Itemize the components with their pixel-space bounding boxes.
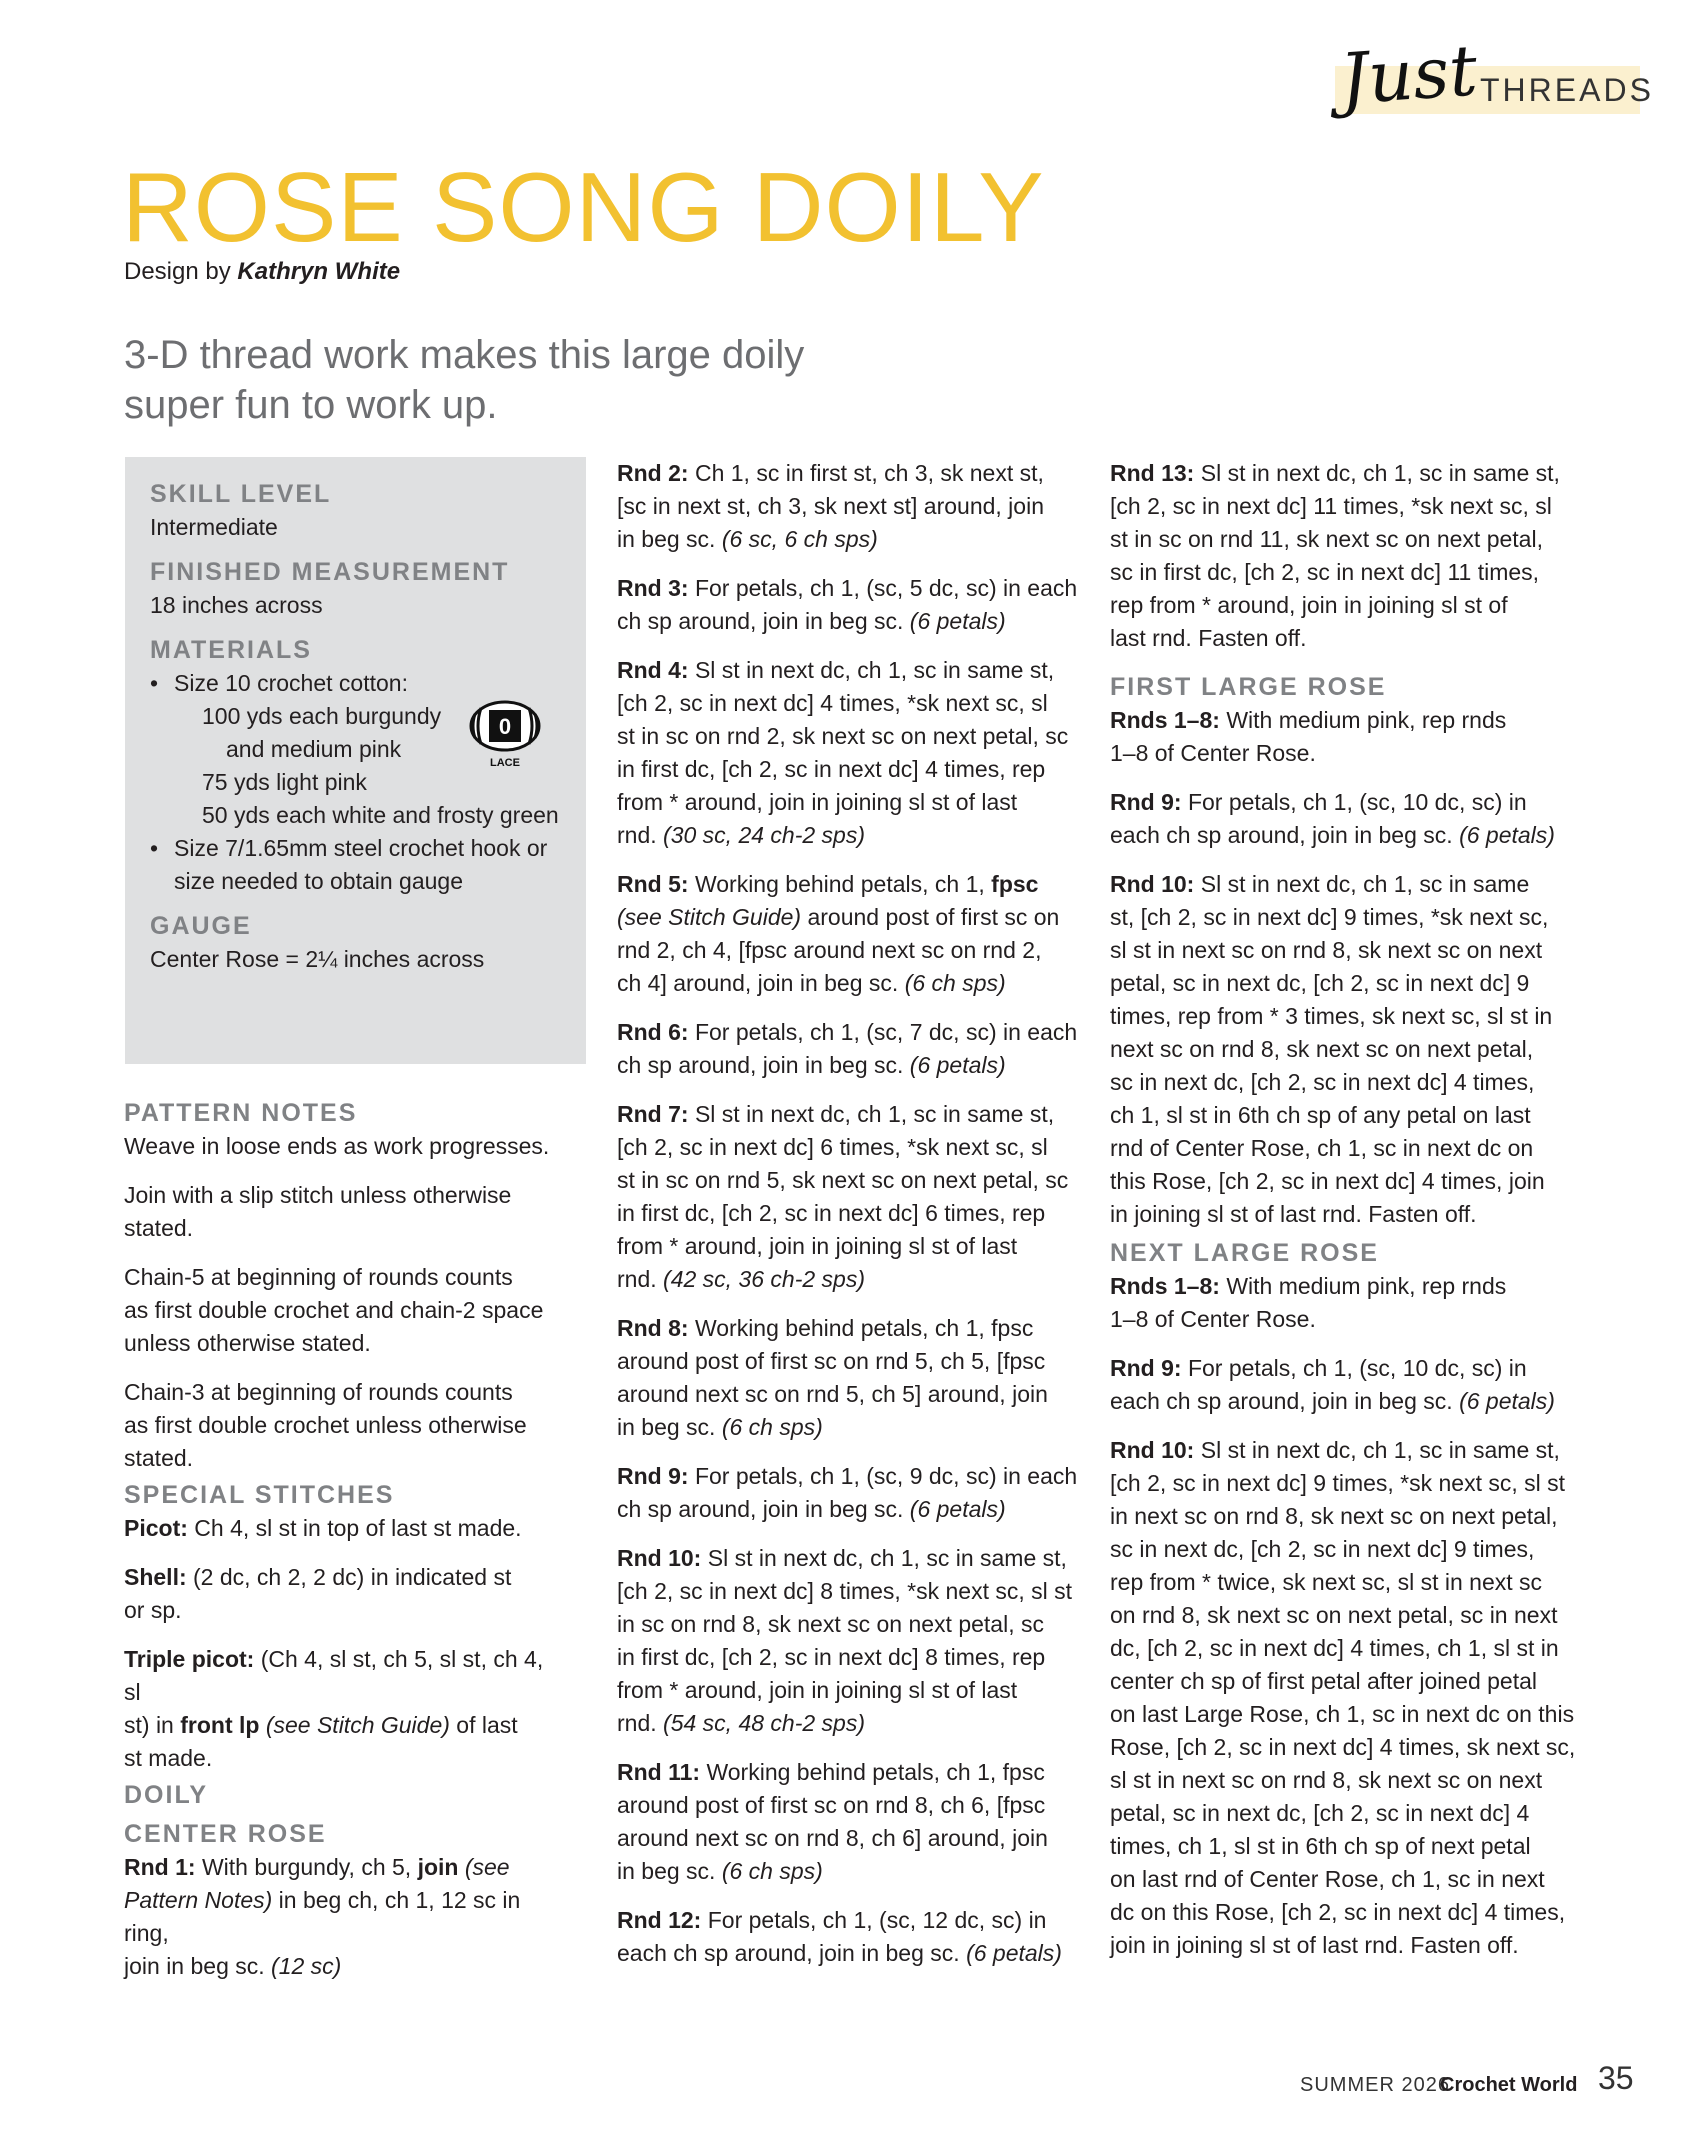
- round-text: Rose, [ch 2, sc in next dc] 4 times, sk next sc,: [1110, 1734, 1576, 1760]
- round-text: rep from * around, join in joining sl st of: [1110, 592, 1508, 618]
- note-line: unless otherwise stated.: [124, 1330, 371, 1356]
- round-10: [617, 1542, 1079, 1740]
- round-4: [617, 654, 1079, 852]
- round-text: in sc on rnd 8, sk next sc on next petal, sc: [617, 1611, 1044, 1637]
- round-text: [ch 2, sc in next dc] 9 times, *sk next sc, sl st: [1110, 1470, 1566, 1496]
- round-label: Rnd 12:: [617, 1907, 702, 1933]
- round-text: 1–8 of Center Rose.: [1110, 740, 1316, 766]
- round-text: center ch sp of first petal after joined petal: [1110, 1668, 1538, 1694]
- round-label: Rnd 2:: [617, 460, 689, 486]
- round-count: (6 ch sps): [904, 970, 1006, 996]
- materials-heading: MATERIALS: [150, 636, 312, 664]
- note-line: Join with a slip stitch unless otherwise: [124, 1182, 512, 1208]
- round-text: Working behind petals, ch 1, fpsc: [688, 1315, 1034, 1341]
- round-text: around next sc on rnd 8, ch 6] around, join: [617, 1825, 1048, 1851]
- round-text: rnd 2, ch 4, [fpsc around next sc on rnd 2,: [617, 937, 1042, 963]
- round-text: from * around, join in joining sl st of last: [617, 1677, 1018, 1703]
- round-7: [617, 1098, 1079, 1296]
- round-text: sl st in next sc on rnd 8, sk next sc on next: [1110, 1767, 1543, 1793]
- middle-column: [617, 457, 1079, 1986]
- round-text: next sc on rnd 8, sk next sc on next petal,: [1110, 1036, 1534, 1062]
- page-number: 35: [1598, 2060, 1634, 2096]
- round-count: (6 petals): [909, 1496, 1006, 1522]
- round-text: st in sc on rnd 2, sk next sc on next petal, sc: [617, 723, 1069, 749]
- materials-item: • Size 10 crochet cotton:: [150, 667, 570, 700]
- round-text: For petals, ch 1, (sc, 7 dc, sc) in each: [688, 1019, 1078, 1045]
- round-note: (see: [458, 1854, 510, 1880]
- stitch-def: or sp.: [124, 1597, 182, 1623]
- round-text: around post of first sc on rnd 8, ch 6, [fpsc: [617, 1792, 1046, 1818]
- round-text: each ch sp around, join in beg sc.: [1110, 1388, 1460, 1414]
- round-text: 1–8 of Center Rose.: [1110, 1306, 1316, 1332]
- round-note: Pattern Notes): [124, 1887, 273, 1913]
- round-count: (6 sc, 6 ch sps): [721, 526, 878, 552]
- round-label: Rnd 7:: [617, 1101, 689, 1127]
- round-6: [617, 1016, 1079, 1082]
- round-5: [617, 868, 1079, 1000]
- round-label: Rnd 8:: [617, 1315, 689, 1341]
- round-text: Sl st in next dc, ch 1, sc in same st,: [688, 1101, 1055, 1127]
- measurement-value: 18 inches across: [150, 592, 323, 618]
- round-text: Sl st in next dc, ch 1, sc in same st,: [701, 1545, 1067, 1571]
- round-text: in next sc on rnd 8, sk next sc on next petal,: [1110, 1503, 1558, 1529]
- round-text: around next sc on rnd 5, ch 5] around, join: [617, 1381, 1048, 1407]
- stitch-def: (2 dc, ch 2, 2 dc) in indicated st: [186, 1564, 512, 1590]
- round-text: petal, sc in next dc, [ch 2, sc in next dc] 4: [1110, 1800, 1530, 1826]
- round-text: dc on this Rose, [ch 2, sc in next dc] 4 times,: [1110, 1899, 1566, 1925]
- round-label: Rnd 11:: [617, 1759, 701, 1785]
- round-text: on last rnd of Center Rose, ch 1, sc in next: [1110, 1866, 1545, 1892]
- byline: [124, 258, 400, 286]
- next-rose-rnd-10: [1110, 1434, 1580, 1962]
- yarn-weight-lace-icon: [465, 700, 545, 770]
- stitch-def: Ch 4, sl st in top of last st made.: [187, 1515, 522, 1541]
- round-text: Sl st in next dc, ch 1, sc in same st,: [688, 657, 1055, 683]
- round-text: rnd.: [617, 1710, 664, 1736]
- round-text: join in beg sc.: [124, 1953, 272, 1979]
- round-text: rnd.: [617, 822, 664, 848]
- round-text: [ch 2, sc in next dc] 11 times, *sk next sc, sl: [1110, 493, 1552, 519]
- note-paragraph: [124, 1376, 564, 1475]
- round-text: sc in next dc, [ch 2, sc in next dc] 4 times,: [1110, 1069, 1535, 1095]
- yarn-weight-label: LACE: [490, 757, 520, 769]
- footer-magazine: Crochet World: [1440, 2074, 1578, 2096]
- yarn-weight-number: 0: [498, 714, 512, 739]
- note-line: as first double crochet unless otherwise: [124, 1412, 527, 1438]
- round-count: (6 petals): [1459, 822, 1555, 848]
- pattern-notes-heading: PATTERN NOTES: [124, 1099, 358, 1127]
- round-text: times, rep from * 3 times, sk next sc, sl st in: [1110, 1003, 1553, 1029]
- round-text: st, [ch 2, sc in next dc] 9 times, *sk next sc,: [1110, 904, 1549, 930]
- round-9: [617, 1460, 1079, 1526]
- round-text: from * around, join in joining sl st of last: [617, 789, 1018, 815]
- round-text: [ch 2, sc in next dc] 4 times, *sk next sc, sl: [617, 690, 1048, 716]
- intro-text: [124, 330, 924, 430]
- note-line: Chain-3 at beginning of rounds counts: [124, 1379, 513, 1405]
- intro-line: 3-D thread work makes this large doily: [124, 333, 805, 377]
- gauge-heading: GAUGE: [150, 912, 252, 940]
- round-text: For petals, ch 1, (sc, 9 dc, sc) in each: [688, 1463, 1078, 1489]
- round-text: With medium pink, rep rnds: [1219, 707, 1507, 733]
- round-text: Sl st in next dc, ch 1, sc in same st,: [1194, 460, 1560, 486]
- round-2: [617, 457, 1079, 556]
- materials-subitem: 75 yds light pink: [202, 769, 367, 795]
- round-count: (12 sc): [271, 1953, 342, 1979]
- note-paragraph: [124, 1261, 564, 1360]
- round-count: (6 petals): [909, 1052, 1006, 1078]
- round-text: For petals, ch 1, (sc, 10 dc, sc) in: [1181, 789, 1527, 815]
- note-paragraph: [124, 1179, 564, 1245]
- round-text: Sl st in next dc, ch 1, sc in same: [1194, 871, 1530, 897]
- round-label: Rnd 10:: [1110, 871, 1195, 897]
- byline-author: Kathryn White: [237, 258, 401, 285]
- first-rose-rnd-10: [1110, 868, 1580, 1231]
- materials-subitem: 50 yds each white and frosty green: [202, 802, 559, 828]
- skill-value: Intermediate: [150, 514, 278, 540]
- round-text: from * around, join in joining sl st of last: [617, 1233, 1018, 1259]
- round-text: ch sp around, join in beg sc.: [617, 1052, 910, 1078]
- round-text: in beg sc.: [617, 1858, 722, 1884]
- round-text: ch 4] around, join in beg sc.: [617, 970, 905, 996]
- first-rose-rnds-1-8: [1110, 704, 1580, 770]
- round-text: For petals, ch 1, (sc, 5 dc, sc) in each: [688, 575, 1078, 601]
- round-text: dc, [ch 2, sc in next dc] 4 times, ch 1, sl st in: [1110, 1635, 1559, 1661]
- materials-subitem: 100 yds each burgundy: [202, 703, 442, 729]
- round-text: around post of first sc on rnd 5, ch 5, [fpsc: [617, 1348, 1046, 1374]
- round-text: [ch 2, sc in next dc] 6 times, *sk next sc, sl: [617, 1134, 1048, 1160]
- round-text: Working behind petals, ch 1,: [688, 871, 992, 897]
- stitch-term: Triple picot:: [124, 1646, 255, 1672]
- round-count: (6 ch sps): [721, 1858, 823, 1884]
- stitch-triple-picot: [124, 1643, 564, 1775]
- materials-subitem: and medium pink: [226, 736, 402, 762]
- round-text: last rnd. Fasten off.: [1110, 625, 1307, 651]
- round-text: on last Large Rose, ch 1, sc in next dc on this: [1110, 1701, 1575, 1727]
- gauge-value: Center Rose = 2¼ inches across: [150, 946, 485, 972]
- stitch-def: (Ch 4, sl st, ch 5, sl st, ch 4, sl: [124, 1646, 544, 1705]
- round-label: Rnd 1:: [124, 1854, 196, 1880]
- round-text: [ch 2, sc in next dc] 8 times, *sk next sc, sl st: [617, 1578, 1073, 1604]
- round-text: in first dc, [ch 2, sc in next dc] 4 times, rep: [617, 756, 1046, 782]
- round-text: st in sc on rnd 5, sk next sc on next petal, sc: [617, 1167, 1069, 1193]
- intro-line: super fun to work up.: [124, 383, 498, 427]
- round-text: each ch sp around, join in beg sc.: [1110, 822, 1460, 848]
- round-count: (6 petals): [966, 1940, 1062, 1966]
- page-title: ROSE SONG DOILY: [122, 152, 1045, 262]
- materials-item-line: Size 7/1.65mm steel crochet hook or: [174, 835, 548, 861]
- round-12: [617, 1904, 1079, 1970]
- round-count: (42 sc, 36 ch-2 sps): [663, 1266, 865, 1292]
- next-rose-rnd-9: [1110, 1352, 1580, 1418]
- round-text: ch 1, sl st in 6th ch sp of any petal on last: [1110, 1102, 1531, 1128]
- byline-prefix: Design by: [124, 258, 231, 285]
- first-large-rose-heading: FIRST LARGE ROSE: [1110, 673, 1387, 701]
- round-label: Rnd 9:: [1110, 789, 1182, 815]
- round-text: in beg ch, ch 1, 12 sc in ring,: [124, 1887, 521, 1946]
- round-text: Sl st in next dc, ch 1, sc in same st,: [1194, 1437, 1560, 1463]
- round-text: For petals, ch 1, (sc, 12 dc, sc) in: [701, 1907, 1047, 1933]
- round-text: sc in next dc, [ch 2, sc in next dc] 9 times,: [1110, 1536, 1535, 1562]
- round-text-bold: fpsc: [991, 871, 1039, 897]
- round-text: each ch sp around, join in beg sc.: [617, 1940, 967, 1966]
- round-text: rnd.: [617, 1266, 664, 1292]
- section-tag-script: Just: [1337, 29, 1480, 121]
- next-rose-rnds-1-8: [1110, 1270, 1580, 1336]
- round-text: ch sp around, join in beg sc.: [617, 608, 910, 634]
- note-line: stated.: [124, 1215, 194, 1241]
- round-text: in first dc, [ch 2, sc in next dc] 8 times, rep: [617, 1644, 1046, 1670]
- round-label: Rnds 1–8:: [1110, 1273, 1220, 1299]
- round-text: petal, sc in next dc, [ch 2, sc in next dc] 9: [1110, 970, 1530, 996]
- round-8: [617, 1312, 1079, 1444]
- round-text: in beg sc.: [617, 526, 722, 552]
- materials-item: [150, 832, 570, 898]
- section-tag-label: THREADS: [1480, 72, 1654, 108]
- round-text: With burgundy, ch 5,: [195, 1854, 418, 1880]
- round-text: st in sc on rnd 11, sk next sc on next petal,: [1110, 526, 1543, 552]
- round-1: [124, 1851, 564, 1983]
- round-text: on rnd 8, sk next sc on next petal, sc in next: [1110, 1602, 1558, 1628]
- measurement-heading: FINISHED MEASUREMENT: [150, 558, 510, 586]
- round-text: With medium pink, rep rnds: [1219, 1273, 1507, 1299]
- round-text: rep from * twice, sk next sc, sl st in next sc: [1110, 1569, 1543, 1595]
- round-text: For petals, ch 1, (sc, 10 dc, sc) in: [1181, 1355, 1527, 1381]
- round-text: times, ch 1, sl st in 6th ch sp of next petal: [1110, 1833, 1531, 1859]
- stitch-def-bold: front lp: [180, 1712, 260, 1738]
- stitch-term: Picot:: [124, 1515, 188, 1541]
- center-rose-heading: CENTER ROSE: [124, 1820, 327, 1848]
- round-text: rnd of Center Rose, ch 1, sc in next dc on: [1110, 1135, 1534, 1161]
- round-text: around post of first sc on: [801, 904, 1060, 930]
- round-3: [617, 572, 1079, 638]
- round-label: Rnd 4:: [617, 657, 689, 683]
- note-line: Weave in loose ends as work progresses.: [124, 1133, 550, 1159]
- note-paragraph: [124, 1130, 564, 1163]
- doily-heading: DOILY: [124, 1781, 209, 1809]
- note-line: Chain-5 at beginning of rounds counts: [124, 1264, 513, 1290]
- left-column: [124, 1097, 564, 1999]
- round-text: sl st in next sc on rnd 8, sk next sc on next: [1110, 937, 1543, 963]
- stitch-shell: [124, 1561, 564, 1627]
- round-label: Rnd 3:: [617, 575, 689, 601]
- materials-item-line: size needed to obtain gauge: [174, 868, 464, 894]
- round-label: Rnd 9:: [1110, 1355, 1182, 1381]
- round-text: Ch 1, sc in first st, ch 3, sk next st,: [688, 460, 1044, 486]
- note-line: as first double crochet and chain-2 space: [124, 1297, 544, 1323]
- footer-issue: SUMMER 2026: [1300, 2074, 1450, 2096]
- skill-heading: SKILL LEVEL: [150, 480, 332, 508]
- round-text: [sc in next st, ch 3, sk next st] around, join: [617, 493, 1044, 519]
- round-label: Rnd 9:: [617, 1463, 689, 1489]
- round-label: Rnd 10:: [617, 1545, 702, 1571]
- first-rose-rnd-9: [1110, 786, 1580, 852]
- stitch-picot: [124, 1512, 564, 1545]
- round-text: Working behind petals, ch 1, fpsc: [700, 1759, 1045, 1785]
- round-count: (30 sc, 24 ch-2 sps): [663, 822, 865, 848]
- stitch-def: st made.: [124, 1745, 213, 1771]
- round-label: Rnd 5:: [617, 871, 689, 897]
- round-text: in first dc, [ch 2, sc in next dc] 6 times, rep: [617, 1200, 1046, 1226]
- round-text: ch sp around, join in beg sc.: [617, 1496, 910, 1522]
- round-11: [617, 1756, 1079, 1888]
- round-count: (6 petals): [909, 608, 1006, 634]
- round-label: Rnd 13:: [1110, 460, 1195, 486]
- round-count: (54 sc, 48 ch-2 sps): [663, 1710, 865, 1736]
- stitch-def: of last: [449, 1712, 518, 1738]
- round-note: (see Stitch Guide): [617, 904, 802, 930]
- round-text: sc in first dc, [ch 2, sc in next dc] 11 times,: [1110, 559, 1540, 585]
- round-text: this Rose, [ch 2, sc in next dc] 4 times, join: [1110, 1168, 1545, 1194]
- special-stitches-heading: SPECIAL STITCHES: [124, 1481, 395, 1509]
- round-count: (6 ch sps): [721, 1414, 823, 1440]
- round-label: Rnd 6:: [617, 1019, 689, 1045]
- round-text: in joining sl st of last rnd. Fasten off.: [1110, 1201, 1477, 1227]
- round-13: [1110, 457, 1580, 655]
- round-label: Rnd 10:: [1110, 1437, 1195, 1463]
- round-text: in beg sc.: [617, 1414, 722, 1440]
- right-column: [1110, 457, 1580, 1978]
- round-label: Rnds 1–8:: [1110, 707, 1220, 733]
- stitch-def: st) in: [124, 1712, 181, 1738]
- round-count: (6 petals): [1459, 1388, 1555, 1414]
- stitch-term: Shell:: [124, 1564, 187, 1590]
- round-text: join in joining sl st of last rnd. Fasten off.: [1110, 1932, 1519, 1958]
- round-text-bold: join: [417, 1854, 459, 1880]
- stitch-def-note: (see Stitch Guide): [259, 1712, 450, 1738]
- note-line: stated.: [124, 1445, 194, 1471]
- next-large-rose-heading: NEXT LARGE ROSE: [1110, 1239, 1379, 1267]
